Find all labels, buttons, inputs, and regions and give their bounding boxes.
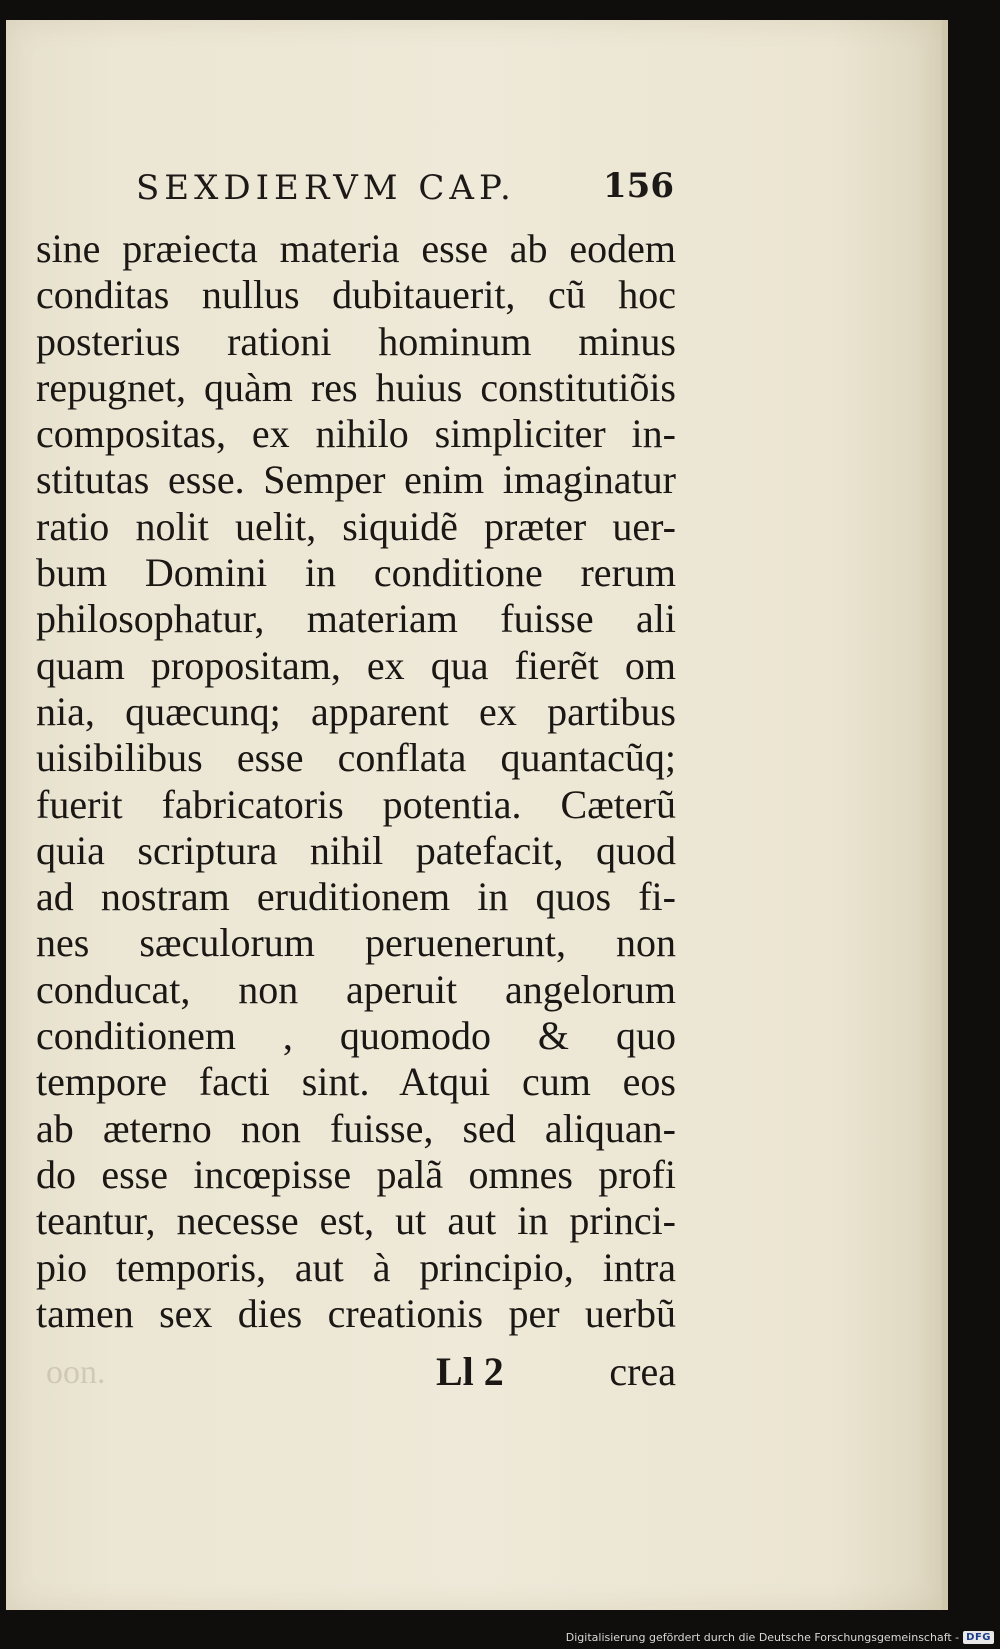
text-line: fuerit fabricatoris potentia. Cæterũ [36, 781, 676, 827]
text-line: ratio nolit uelit, siquidẽ præter uer- [36, 503, 676, 549]
text-line: conducat, non aperuit angelorum [36, 966, 676, 1012]
page-foot [36, 1348, 676, 1408]
text-line: conditas nullus dubitauerit, cũ hoc [36, 272, 676, 318]
text-line: nia, quæcunq; apparent ex partibus [36, 688, 676, 734]
text-line: pio temporis, aut à principio, intra [36, 1244, 676, 1290]
text-line: quam propositam, ex qua fierẽt om [36, 642, 676, 688]
page-number: 156 [603, 166, 674, 206]
text-line: posterius rationi hominum minus [36, 318, 676, 364]
book-page [6, 20, 948, 1610]
dfg-logo: DFG [963, 1631, 994, 1644]
text-block [36, 226, 676, 1337]
text-line: compositas, ex nihilo simpliciter in- [36, 411, 676, 457]
text-line: ad nostram eruditionem in quos fi- [36, 874, 676, 920]
running-title: SEXDIERVM CAP. [136, 168, 516, 208]
text-line: bum Domini in conditione rerum [36, 550, 676, 596]
running-head [126, 162, 686, 218]
text-line: do esse incœpisse palã omnes profi [36, 1151, 676, 1197]
text-line: tamen sex dies creationis per uerbũ [36, 1290, 676, 1336]
text-line: tempore facti sint. Atqui cum eos [36, 1059, 676, 1105]
text-line: repugnet, quàm res huius constitutiõis [36, 364, 676, 410]
text-line: ab æterno non fuisse, sed aliquan- [36, 1105, 676, 1151]
text-line: stitutas esse. Semper enim imaginatur [36, 457, 676, 503]
credit-text: Digitalisierung gefördert durch die Deutsche Forschungsgemeinschaft - [565, 1630, 960, 1644]
text-line: nes sæculorum peruenerunt, non [36, 920, 676, 966]
catchword: crea [609, 1349, 676, 1394]
signature-mark: Ll 2 [436, 1349, 504, 1394]
text-line: conditionem , quomodo & quo [36, 1013, 676, 1059]
bleed-through-text: oon. [46, 1354, 106, 1391]
digitization-credit [566, 1628, 994, 1646]
text-line: philosophatur, materiam fuisse ali [36, 596, 676, 642]
text-line: uisibilibus esse conflata quantacũq; [36, 735, 676, 781]
text-line: quia scriptura nihil patefacit, quod [36, 827, 676, 873]
text-line: sine præiecta materia esse ab eodem [36, 226, 676, 271]
text-line: teantur, necesse est, ut aut in princi- [36, 1198, 676, 1244]
